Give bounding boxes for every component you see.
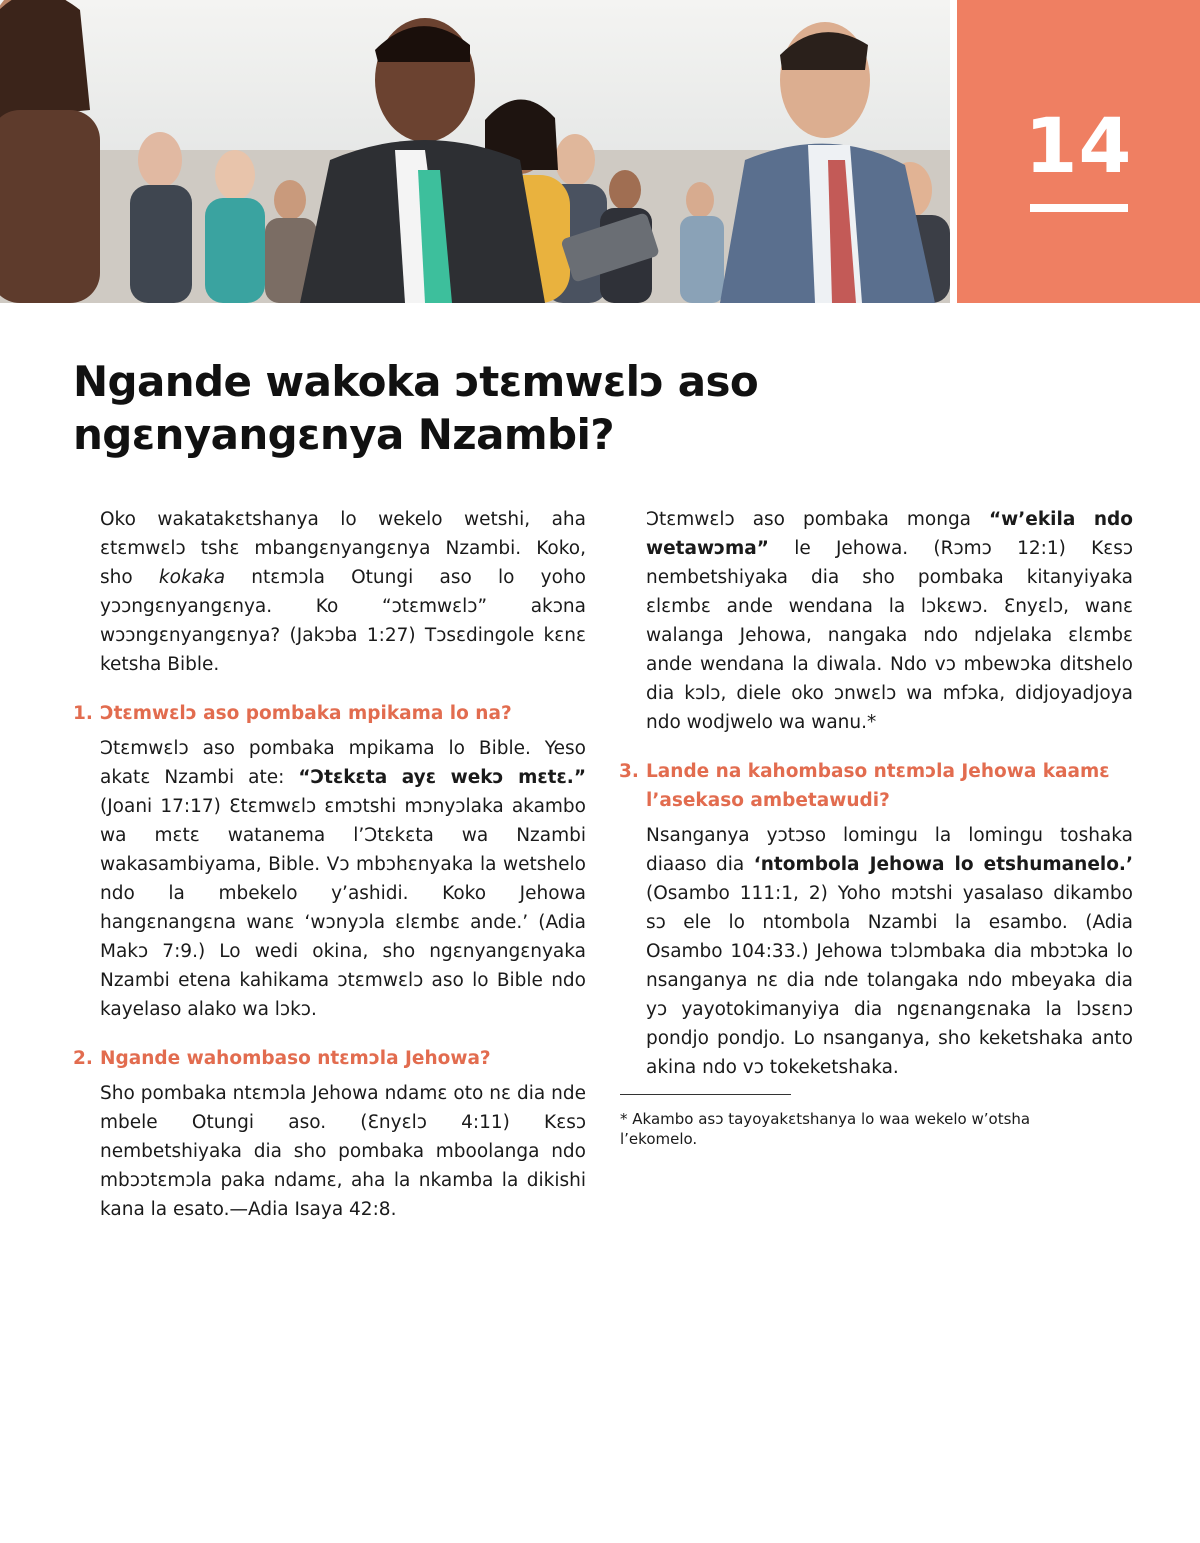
question-text: Ɔtɛmwɛlɔ aso pombaka mpikama lo na? xyxy=(100,703,512,724)
page-title: Ngande wakoka ɔtɛmwɛlɔ aso ngɛnyangɛnya Nzambi? xyxy=(73,357,759,459)
footnote-divider xyxy=(620,1094,791,1095)
answer-paragraph-3: Nsanganya yɔtɔso lomingu la lomingu toshaka diaaso dia ‘ntombola Jehowa lo etshumanelo.’ (Osambo 111:1, 2) Yoho mɔtshi yasalaso dikambo sɔ ele lo ntombola Nzambi la esambo. (Adia Osambo 104:33.) Jehowa tɔlɔmbaka dia mbɔtɔka lo nsanganya nɛ dia nde tolangaka ndo mbeyaka dia yɔ yayotokimanyiya dia ngɛnangɛnaka la lɔsɛnɔ pondjo pondjo. Lo nsanganya, sho keketshaka anto akina ndo vɔ tokeketshaka. xyxy=(646,825,1133,1078)
question-number: 1. xyxy=(73,703,93,724)
question-text: Ngande wahombaso ntɛmɔla Jehowa? xyxy=(100,1048,491,1069)
left-column xyxy=(73,505,586,1224)
chapter-underline xyxy=(1030,204,1128,212)
question-number: 2. xyxy=(73,1048,93,1069)
answer-paragraph-1: Ɔtɛmwɛlɔ aso pombaka mpikama lo Bible. Yeso akatɛ Nzambi ate: “Ɔtɛkɛta ayɛ wekɔ mɛtɛ.” (Joani 17:17) Ɛtɛmwɛlɔ ɛmɔtshi mɔnyɔlaka akambo wa mɛtɛ watanema l’Ɔtɛkɛta wa Nzambi wakasambiyama, Bible. Vɔ mbɔhɛnyaka la wetshelo ndo la mbekelo y’ashidi. Koko Jehowa hangɛnangɛna wanɛ ‘wɔnyɔla ɛlɛmbɛ ande.’ (Adia Makɔ 7:9.) Lo wedi okina, sho ngɛnyangɛnyaka Nzambi etena kahikama ɔtɛmwɛlɔ aso lo Bible ndo kayelaso alako wa lɔkɔ. xyxy=(100,738,586,1020)
continuation-paragraph: Ɔtɛmwɛlɔ aso pombaka monga “w’ekila ndo wetawɔma” le Jehowa. (Rɔmɔ 12:1) Kɛsɔ nembetshiyaka dia sho pombaka kitanyiyaka ɛlɛmbɛ ande wendana la lɔkɛwɔ. Ɛnyɛlɔ, wanɛ walanga Jehowa, nangaka ndo ndjelaka ɛlɛmbɛ ande wendana la diwala. Ndo vɔ mbewɔka ditshelo dia kɔlɔ, diele oko ɔnwɛlɔ wa mfɔka, didjoyadjoya ndo wodjwelo wa wanu.* xyxy=(646,509,1133,733)
question-number: 3. xyxy=(619,761,639,782)
answer-paragraph-2: Sho pombaka ntɛmɔla Jehowa ndamɛ oto nɛ dia nde mbele Otungi aso. (Ɛnyɛlɔ 4:11) Kɛsɔ nembetshiyaka dia sho pombaka mboolanga ndo mbɔɔtɛmɔla paka ndamɛ, aha la nkamba la dikishi kana la esato.—Adia Isaya 42:8. xyxy=(100,1083,586,1220)
chapter-number: 14 xyxy=(1024,101,1133,190)
congregation-singing-image xyxy=(0,0,950,303)
question-heading-1 xyxy=(73,699,586,728)
intro-paragraph: Oko wakatakɛtshanya lo wekelo wetshi, aha ɛtɛmwɛlɔ tshɛ mbangɛnyangɛnya Nzambi. Koko, sho kokaka ntɛmɔla Otungi aso lo yoho yɔɔngɛnyangɛnya. Ko “ɔtɛmwɛlɔ” akɔna wɔɔngɛnyangɛnya? (Jakɔba 1:27) Tɔsɛdingole kɛnɛ ketsha Bible. xyxy=(100,509,586,675)
hero-photo xyxy=(0,0,950,303)
question-heading-2 xyxy=(73,1044,586,1073)
right-column xyxy=(619,505,1133,1149)
footnote: * Akambo asɔ tayoyakɛtshanya lo waa wekelo w’otsha l’ekomelo. xyxy=(620,1110,1031,1148)
chapter-badge xyxy=(957,0,1200,303)
question-heading-3 xyxy=(619,757,1133,815)
question-text: Lande na kahombaso ntɛmɔla Jehowa kaamɛ l’asekaso ambetawudi? xyxy=(646,761,1110,811)
